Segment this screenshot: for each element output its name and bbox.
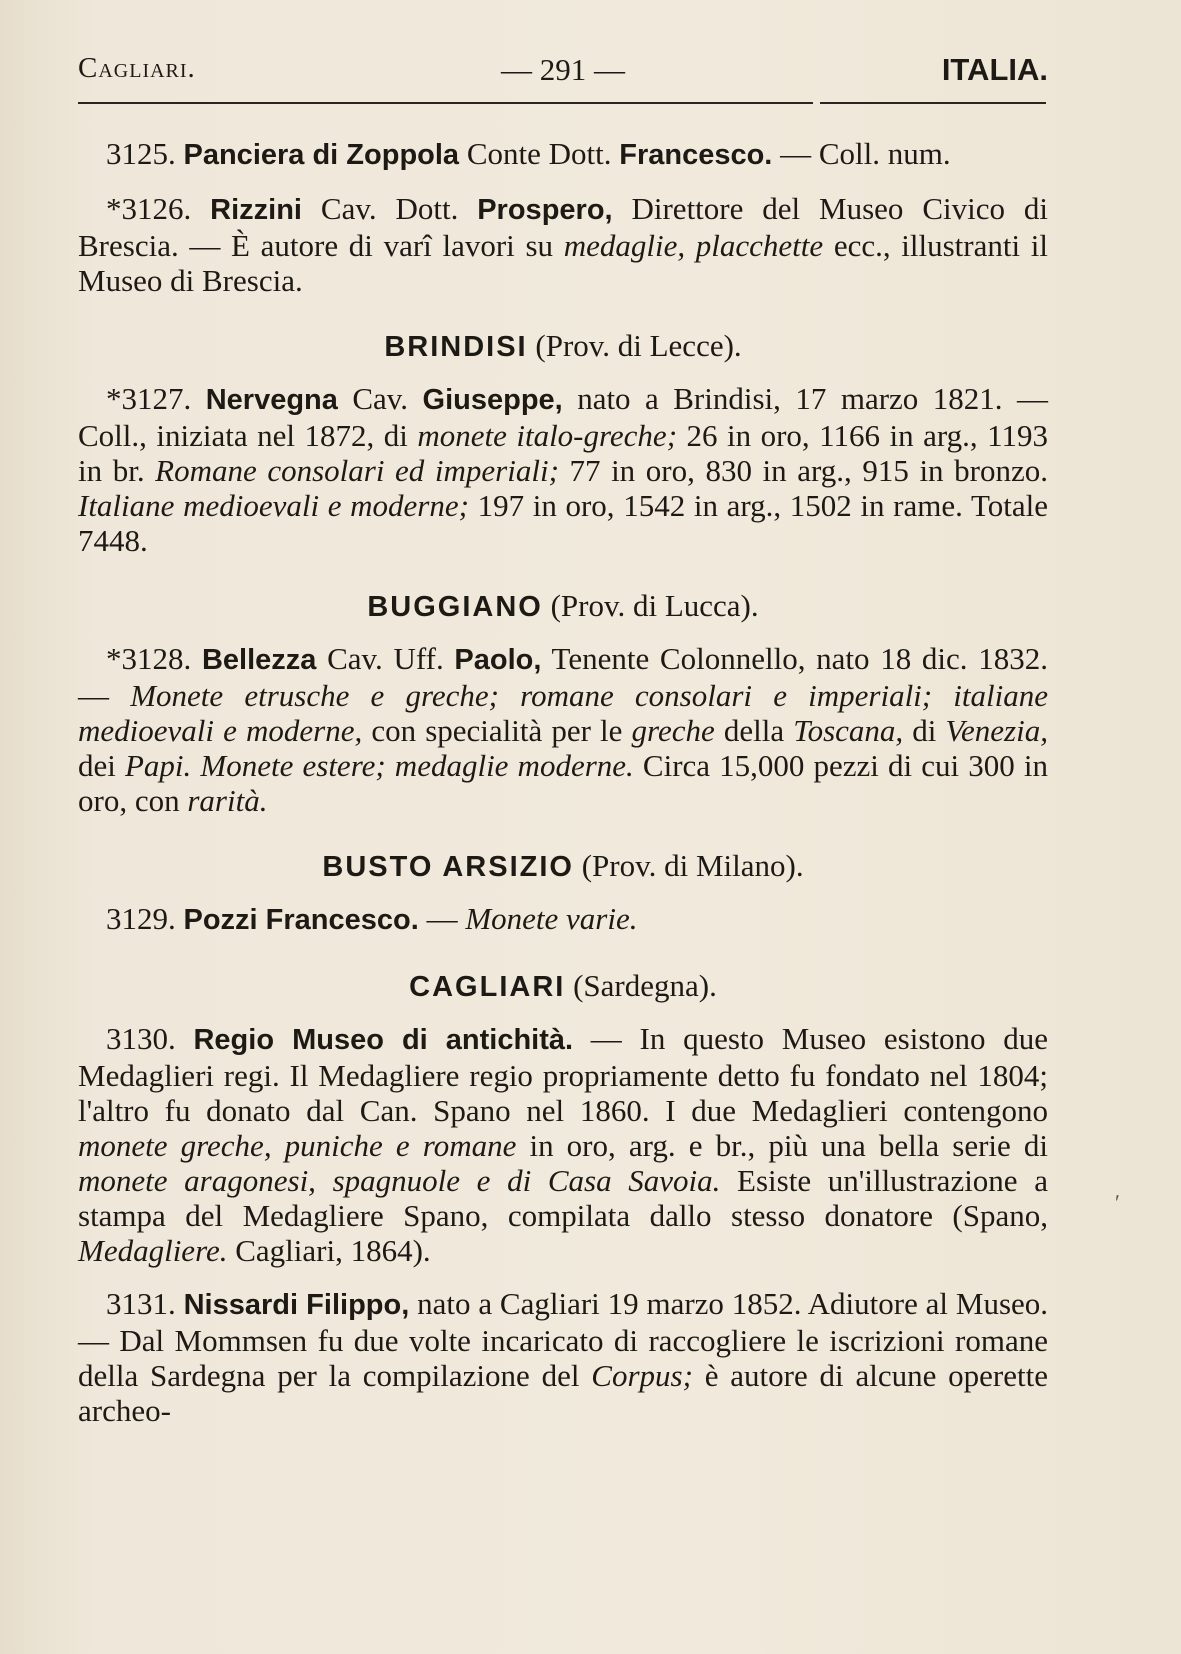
section-name: BRINDISI [384,331,528,363]
catalog-entry [78,901,1048,938]
section-heading [78,328,1048,365]
entry-text: 197 in oro, 1542 in arg., 1502 in rame. Totale 7448. [78,488,1048,558]
entry-italic-text: monete greche, puniche e romane [78,1128,517,1163]
margin-mark: ʹ [1115,1190,1120,1215]
entry-text: Cav. Uff. [316,641,455,676]
catalog-entry [78,1286,1048,1428]
entry-italic-text: Toscana, [793,713,904,748]
entry-italic-text: rarità. [187,783,268,818]
section-heading [78,588,1048,625]
catalog-entry [78,381,1048,558]
header-rule-right [820,102,1046,104]
entry-name: Pozzi Francesco. [183,904,419,936]
header-place: Cagliari. [78,52,196,84]
entry-name: Francesco. [619,139,773,171]
section-name: BUSTO ARSIZIO [322,851,574,883]
section-province: (Prov. di Lucca). [542,588,759,623]
entry-text: Circa 15,000 pezzi di cui 300 in oro, con [78,748,1048,818]
entry-text: dei [78,748,125,783]
section-heading [78,848,1048,885]
entry-text: in oro, arg. e br., più una bella serie di [516,1128,1048,1163]
entry-text: 3131. [106,1286,184,1321]
entry-italic-text: Venezia, [945,713,1048,748]
entry-italic-text: medaglie, placchette [563,228,824,263]
entry-text: *3128. [106,641,202,676]
page-number: — 291 — [501,52,625,87]
section-province: (Sardegna). [565,968,717,1003]
entry-text: Conte Dott. [459,136,620,171]
header-country: ITALIA. [941,52,1048,87]
entry-italic-text: Corpus; [591,1358,693,1393]
entry-text: — [418,901,466,936]
section-province: (Prov. di Lecce). [527,328,742,363]
entry-name: Paolo, [454,644,542,676]
entry-text: — In questo Museo esistono due Medaglieri regi. Il Medagliere regio propriamente detto fu fondato nel 1804; l'altro fu donato dal Can. Spano nel 1860. I due Medaglieri contengono [78,1021,1048,1128]
entry-italic-text: Medagliere. [78,1233,228,1268]
entry-italic-text: monete aragonesi, spagnuole e di Casa Savoia. [78,1163,721,1198]
entry-text: Direttore del Museo Civico di Brescia. — È autore di varî lavori su [78,191,1048,263]
entry-text: *3126. [106,191,211,226]
catalog-entry [78,1021,1048,1268]
entry-text: Cagliari, 1864). [227,1233,431,1268]
section-heading [78,968,1048,1005]
entry-italic-text: Monete etrusche e greche; romane consolari e imperiali; italiane medioevali e moderne, [78,678,1049,748]
entry-text: Cav. [337,381,423,416]
entry-italic-text: Monete varie. [465,901,638,936]
entry-text: *3127. [106,381,206,416]
entry-text: 77 in oro, 830 in arg., 915 in bronzo. [558,453,1048,488]
entry-text: di [903,713,946,748]
entry-name: Nissardi Filippo, [183,1289,410,1321]
catalog-entry [78,191,1048,298]
entry-italic-text: greche [631,713,715,748]
entry-italic-text: Papi. Monete estere; medaglie moderne. [125,748,634,783]
entry-name: Nervegna [205,384,338,416]
entry-name: Rizzini [210,194,302,226]
catalog-entry [78,136,1048,173]
entry-text: della [714,713,794,748]
page-body [78,136,1048,1446]
entry-text: è autore di alcune operette archeo- [78,1358,1048,1428]
entry-text: 3129. [106,901,184,936]
entry-name: Panciera di Zoppola [183,139,460,171]
entry-text: ecc., illustranti il Museo di Brescia. [78,228,1048,298]
entry-text: — Coll. num. [772,136,951,171]
section-name: BUGGIANO [367,591,543,623]
entry-name: Prospero, [477,194,613,226]
entry-text: 3125. [106,136,184,171]
entry-name: Giuseppe, [422,384,563,416]
entry-text: nato a Brindisi, 17 marzo 1821. — Coll., iniziata nel 1872, di [78,381,1048,453]
entry-name: Regio Museo di antichità. [193,1024,574,1056]
entry-italic-text: Romane consolari ed imperiali; [155,453,559,488]
running-header [78,52,1048,96]
entry-text: nato a Cagliari 19 marzo 1852. Adiutore al Museo. — Dal Mommsen fu due volte incaricato di raccogliere le iscrizioni romane della Sardegna per la compilazione del [78,1286,1049,1393]
entry-text: 3130. [106,1021,194,1056]
section-name: CAGLIARI [409,971,566,1003]
entry-text: Cav. Dott. [302,191,478,226]
entry-text: con specialità per le [362,713,632,748]
header-rule [78,102,813,104]
entry-italic-text: Italiane medioevali e moderne; [78,488,469,523]
entry-text: 26 in oro, 1166 in arg., 1193 in br. [78,418,1048,488]
catalog-entry [78,641,1048,818]
entry-name: Bellezza [201,644,317,676]
entry-text: Esiste un'illustrazione a stampa del Medagliere Spano, compilata dallo stesso donatore (Spano, [78,1163,1048,1233]
entry-italic-text: monete italo-greche; [417,418,678,453]
section-province: (Prov. di Milano). [573,848,804,883]
entry-text: Tenente Colonnello, nato 18 dic. 1832. — [78,641,1048,713]
